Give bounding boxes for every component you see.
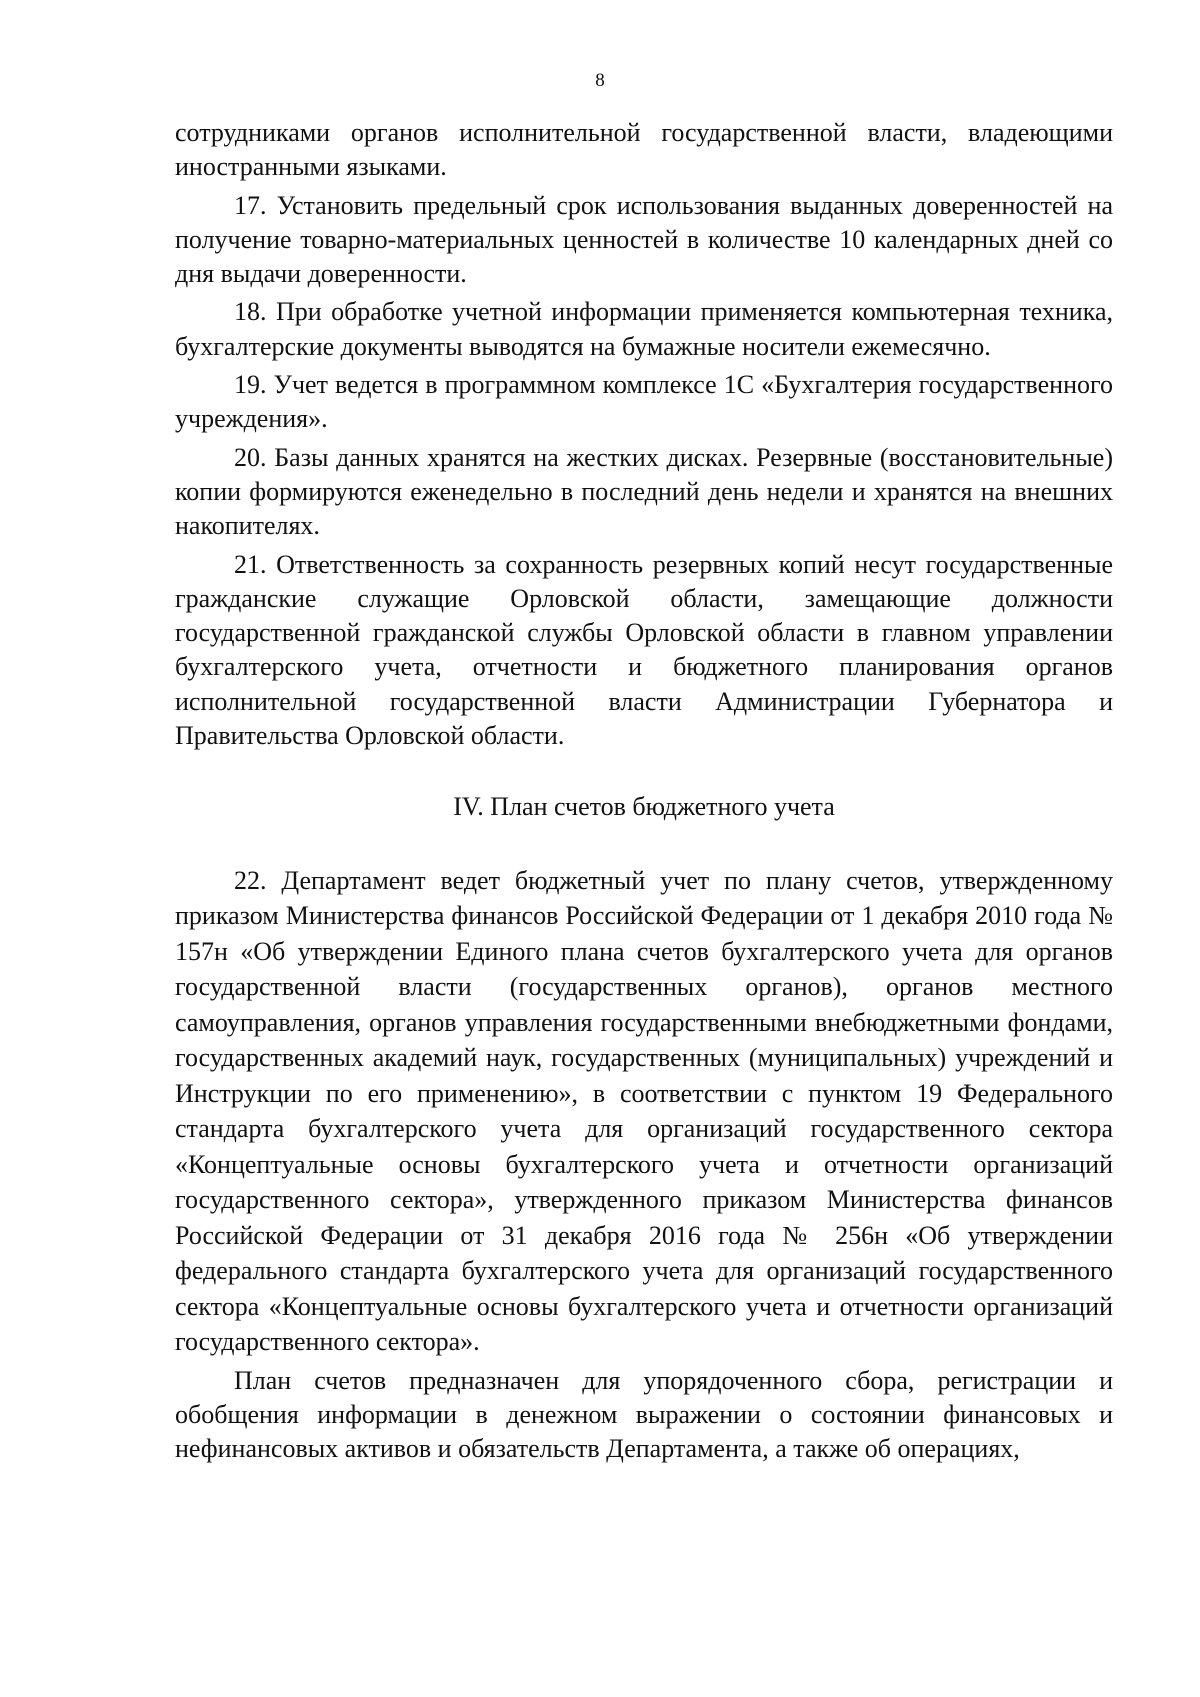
paragraph-chart-of-accounts: План счетов предназначен для упорядоченного сбора, регистрации и обобщения информации в денежном выражении о состоянии финансовых и нефинансовых активов и обязательств Департамента, а также об операциях, (175, 1365, 1113, 1464)
paragraph-21: 21. Ответственность за сохранность резервных копий несут государственные гражданские служащие Орловской области, замещающие должности государственной гражданской службы Орловской области в главном управлении бухгалтерского учета, отчетности и бюджетного планирования органов исполнительной государственной власти Администрации Губернатора и Правительства Орловской области. (175, 549, 1113, 751)
page-number: 8 (595, 70, 605, 91)
section-heading: IV. План счетов бюджетного учета (453, 792, 835, 822)
document-body (175, 116, 1113, 1467)
paragraph-17: 17. Установить предельный срок использования выданных доверенностей на получение товарно-материальных ценностей в количестве 10 календарных дней со дня выдачи доверенности. (175, 190, 1113, 289)
paragraph-19: 19. Учет ведется в программном комплексе 1С «Бухгалтерия государственного учреждения». (175, 370, 1113, 434)
paragraph-22: 22. Департамент ведет бюджетный учет по плану счетов, утвержденному приказом Министерства финансов Российской Федерации от 1 декабря 2010 года № 157н «Об утверждении Единого плана счетов бухгалтерского учета для органов государственной власти (государственных органов), органов местного самоуправления, органов управления государственными внебюджетными фондами, государственных академий наук, государственных (муниципальных) учреждений и Инструкции по его применению», в соответствии с пунктом 19 Федерального стандарта бухгалтерского учета для организаций государственного сектора «Концептуальные основы бухгалтерского учета и отчетности организаций государственного сектора», утвержденного приказом Министерства финансов Российской Федерации от 31 декабря 2016 года № 256н «Об утверждении федерального стандарта бухгалтерского учета для организаций государственного сектора «Концептуальные основы бухгалтерского учета и отчетности организаций государственного сектора». (175, 865, 1113, 1357)
paragraph-20: 20. Базы данных хранятся на жестких дисках. Резервные (восстановительные) копии формируются еженедельно в последний день недели и хранятся на внешних накопителях. (175, 442, 1113, 541)
paragraph-18: 18. При обработке учетной информации применяется компьютерная техника, бухгалтерские документы выводятся на бумажные носители ежемесячно. (175, 297, 1113, 361)
paragraph-continuation: сотрудниками органов исполнительной государственной власти, владеющими иностранными языками. (175, 118, 1113, 182)
